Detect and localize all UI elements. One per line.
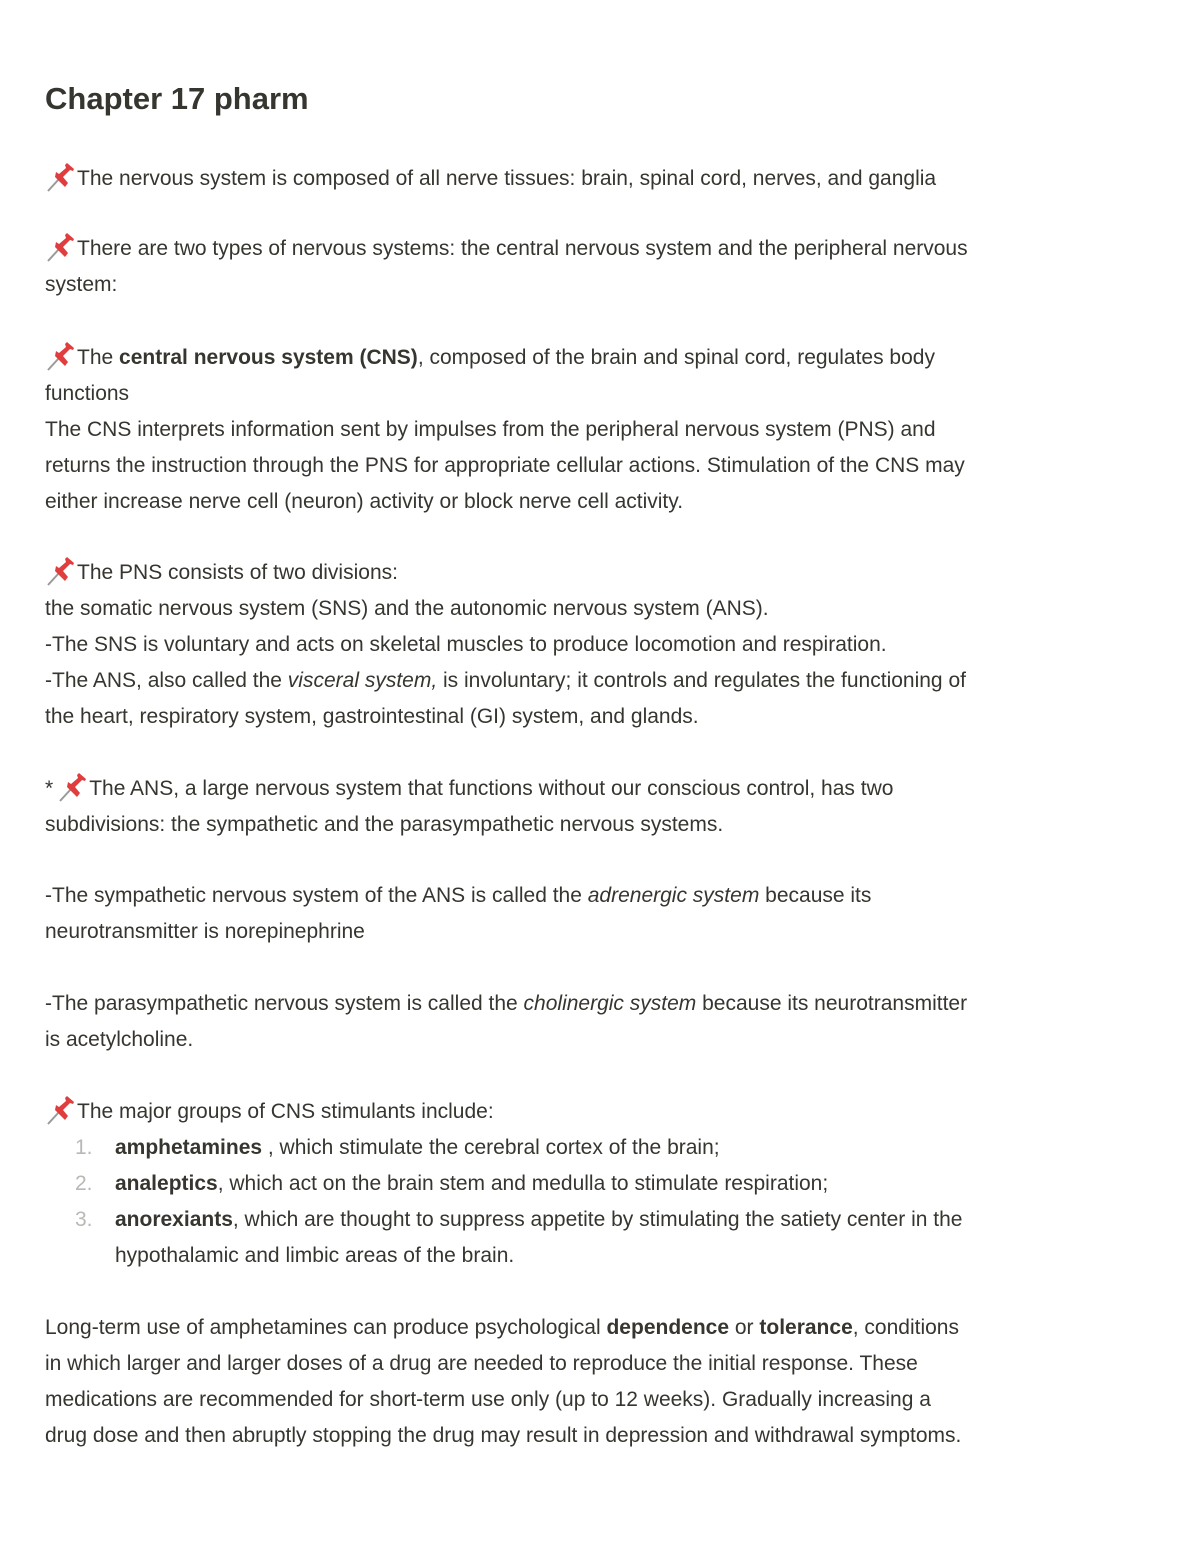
bold-term: analeptics [115, 1172, 218, 1195]
text: Long-term use of amphetamines can produce psychological [45, 1316, 607, 1339]
paragraph-line [45, 986, 1155, 1022]
asterisk: * [45, 777, 54, 800]
paragraph-line [45, 1094, 1155, 1130]
text: , composed of the brain and spinal cord, regulates body [417, 346, 935, 369]
paragraph-line: drug dose and then abruptly stopping the drug may result in depression and withdrawal symptoms. [45, 1424, 962, 1447]
text: There are two types of nervous systems: the central nervous system and the peripheral nervous [77, 237, 968, 260]
bold-term: dependence [606, 1316, 730, 1339]
list-number: 1. [75, 1136, 93, 1159]
text: -The ANS, also called the [45, 669, 288, 692]
paragraph-line [45, 555, 1155, 591]
list-item-text [115, 1202, 1155, 1238]
paragraph-line: either increase nerve cell (neuron) activity or block nerve cell activity. [45, 490, 684, 513]
pushpin-icon [45, 235, 77, 259]
bold-term: anorexiants [115, 1208, 233, 1231]
paragraph-cns [45, 340, 1155, 520]
paragraph-line: the somatic nervous system (SNS) and the autonomic nervous system (ANS). [45, 597, 769, 620]
list-item [45, 1166, 1155, 1202]
list-item-text-continued: hypothalamic and limbic areas of the brain. [115, 1244, 515, 1267]
paragraph-nervous-system [45, 161, 1155, 197]
paragraph-line: returns the instruction through the PNS for appropriate cellular actions. Stimulation of the CNS may [45, 454, 965, 477]
paragraph-line [45, 878, 1155, 914]
list-number: 3. [75, 1208, 93, 1231]
pushpin-icon [57, 775, 89, 799]
text: , which are thought to suppress appetite by stimulating the satiety center in the [232, 1208, 963, 1231]
text: because its [759, 884, 872, 907]
paragraph-line [45, 771, 1155, 807]
text: The [77, 346, 120, 369]
bold-term: amphetamines [115, 1136, 268, 1159]
list-item [45, 1130, 1155, 1166]
numbered-list [45, 1130, 1155, 1274]
list-item [45, 1202, 1155, 1274]
pushpin-icon [45, 344, 77, 368]
paragraph-line: subdivisions: the sympathetic and the parasympathetic nervous systems. [45, 813, 724, 836]
italic-term: cholinergic system [523, 992, 697, 1015]
paragraph-line [45, 1310, 1155, 1346]
paragraph-line: is acetylcholine. [45, 1028, 194, 1051]
paragraph-line: in which larger and larger doses of a drug are needed to reproduce the initial response. These [45, 1352, 918, 1375]
pushpin-icon [45, 165, 77, 189]
text: , which stimulate the cerebral cortex of the brain; [267, 1136, 720, 1159]
italic-term: visceral system, [287, 669, 438, 692]
paragraph-line: functions [45, 382, 130, 405]
list-item-text [115, 1166, 1155, 1202]
pushpin-icon [45, 559, 77, 583]
text: is involuntary; it controls and regulates the functioning of [437, 669, 966, 692]
text: , conditions [852, 1316, 959, 1339]
bold-term: tolerance [759, 1316, 853, 1339]
paragraph-line [45, 340, 1155, 376]
paragraph-long-term-use [45, 1310, 1155, 1454]
text: The PNS consists of two divisions: [77, 561, 398, 584]
text: The ANS, a large nervous system that functions without our conscious control, has two [89, 777, 894, 800]
text: or [729, 1316, 760, 1339]
paragraph-parasympathetic [45, 986, 1155, 1058]
paragraph-line: -The SNS is voluntary and acts on skeletal muscles to produce locomotion and respiration. [45, 633, 887, 656]
paragraph-line: neurotransmitter is norepinephrine [45, 920, 365, 943]
paragraph-line: the heart, respiratory system, gastrointestinal (GI) system, and glands. [45, 705, 699, 728]
text: -The sympathetic nervous system of the ANS is called the [45, 884, 588, 907]
text: The nervous system is composed of all nerve tissues: brain, spinal cord, nerves, and ganglia [77, 167, 937, 190]
list-number: 2. [75, 1172, 93, 1195]
paragraph-ans [45, 771, 1155, 843]
paragraph-line [45, 231, 1155, 267]
paragraph-line [45, 663, 1155, 699]
paragraph-pns [45, 555, 1155, 735]
italic-term: adrenergic system [587, 884, 760, 907]
paragraph-two-types [45, 231, 1155, 303]
list-item-text [115, 1130, 1155, 1166]
text: because its neurotransmitter [696, 992, 968, 1015]
paragraph-line: medications are recommended for short-term use only (up to 12 weeks). Gradually increasing a [45, 1388, 931, 1411]
paragraph-line: The CNS interprets information sent by impulses from the peripheral nervous system (PNS) and [45, 418, 936, 441]
text: The major groups of CNS stimulants include: [77, 1100, 494, 1123]
paragraph-line [45, 161, 1155, 197]
paragraph-line: system: [45, 273, 118, 296]
paragraph-stimulants [45, 1094, 1155, 1274]
text: , which act on the brain stem and medulla to stimulate respiration; [217, 1172, 829, 1195]
pushpin-icon [45, 1098, 77, 1122]
paragraph-sympathetic [45, 878, 1155, 950]
text: -The parasympathetic nervous system is called the [45, 992, 524, 1015]
page-title: Chapter 17 pharm [45, 81, 309, 116]
bold-term: central nervous system (CNS) [119, 346, 418, 369]
